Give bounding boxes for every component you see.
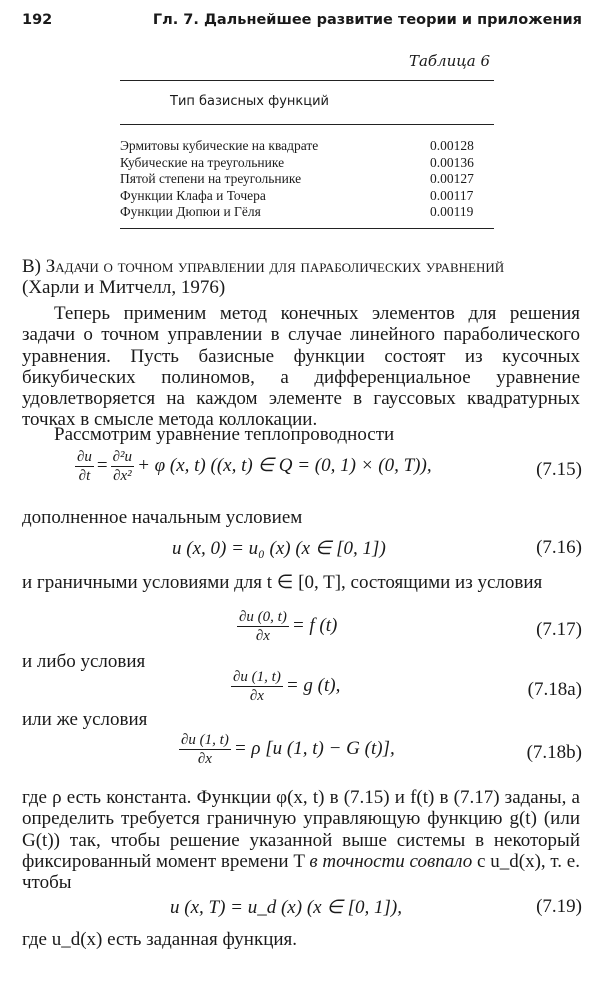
- row-value: 0.00128: [430, 138, 474, 153]
- text-or-condition: или же условия: [22, 709, 148, 730]
- equation-number: (7.19): [536, 896, 582, 917]
- table-row: [120, 171, 494, 188]
- running-title: Гл. 7. Дальнейшее развитие теории и приложения: [152, 12, 582, 28]
- fraction: $\frac{\partial u (1, t)}{\partial x}$: [181, 732, 229, 767]
- table-header-rule: [120, 124, 494, 125]
- row-value: 0.00117: [430, 187, 474, 203]
- row-value: 0.00119: [430, 204, 474, 219]
- row-name: Функции Дюпюи и Гёля: [120, 204, 261, 219]
- equation-number: (7.17): [536, 619, 582, 640]
- table-caption: Таблица 6: [408, 52, 490, 70]
- fraction: $\frac{\partial u (1, t)}{\partial x}$: [233, 669, 281, 704]
- row-name: Пятой степени на треугольнике: [120, 171, 302, 186]
- equation-number: (7.15): [536, 459, 582, 480]
- fraction: $\frac{\partial u}{\partial t}$: [77, 449, 92, 484]
- section-title: Задачи о точном управлении для параболических уравнений: [45, 256, 505, 277]
- page-number: 192: [22, 12, 53, 28]
- text-boundary-conditions: и граничными условиями для t ∈ [0, T], состоящими из условия: [22, 572, 543, 593]
- equation-body: u (x, 0) = u₀ (x) (x ∈ [0, 1]): [172, 538, 386, 559]
- paragraph-control-problem: где ρ есть константа. Функции φ(x, t) в (7.15) и f(t) в (7.17) заданы, а определить требуется граничную управляющую функцию g(t) (или G(t)) так, чтобы решение указанной выше системы в некоторый фиксированный момент времени T в точности совпало с u_d(x), т. е. чтобы: [22, 787, 580, 894]
- row-value: 0.00136: [430, 154, 474, 170]
- table-row: [120, 204, 494, 221]
- equation-body: = g (t),: [285, 674, 341, 696]
- equation-7-17: [20, 608, 582, 652]
- fraction: $\frac{\text{∂²u}}{\text{∂x²}}$: [112, 449, 133, 484]
- equation-number: (7.18b): [526, 742, 582, 763]
- table-top-rule: [120, 80, 494, 81]
- equation-body: = f (t): [291, 614, 338, 636]
- table-row: [120, 155, 494, 172]
- equation-7-18b: [20, 731, 582, 775]
- equation-number: (7.16): [536, 537, 582, 558]
- paragraph-intro: Теперь применим метод конечных элементов для решения задачи о точном управлении в случае линейного параболического уравнения. Пусть базисные функции состоят из кусочных бикубических полиномов, а дифференциальное уравнение удовлетворяется на каждом элементе в гауссовых квадратурных точках в смысле метода коллокации.: [22, 303, 580, 431]
- equation-number: (7.18a): [527, 679, 582, 700]
- row-value: 0.00127: [430, 171, 474, 186]
- equation-body: + φ (x, t) ((x, t) ∈ Q = (0, 1) × (0, T)),: [137, 454, 432, 476]
- running-header: [22, 12, 582, 36]
- table-column-header: Тип базисных функций: [170, 94, 330, 109]
- emphasis-text: в точности совпало: [309, 850, 473, 872]
- equation-7-18a: [20, 668, 582, 712]
- section-authors: (Харли и Митчелл, 1976): [22, 277, 226, 299]
- paragraph-heat-equation: Рассмотрим уравнение теплопроводности: [54, 424, 395, 445]
- text-target-function: где u_d(x) есть заданная функция.: [22, 929, 298, 950]
- section-label: B): [22, 256, 46, 277]
- row-name: Эрмитовы кубические на квадрате: [120, 138, 319, 153]
- section-heading: [22, 256, 580, 299]
- text-initial-condition: дополненное начальным условием: [22, 507, 303, 528]
- fraction: $\frac{\partial u (0, t)}{\partial x}$: [239, 609, 287, 644]
- equation-body: u (x, T) = u_d (x) (x ∈ [0, 1]),: [170, 897, 402, 918]
- row-name: Функции Клафа и Точера: [120, 187, 266, 203]
- text-either-condition: и либо условия: [22, 651, 146, 672]
- table-row: [120, 188, 494, 205]
- row-name: Кубические на треугольнике: [120, 154, 285, 170]
- table-row: [120, 138, 494, 155]
- equation-7-16: [20, 537, 582, 561]
- table-body: [120, 138, 494, 221]
- equation-body: = ρ [u (1, t) − G (t)],: [233, 737, 395, 759]
- table-bottom-rule: [120, 228, 494, 229]
- equation-7-19: [20, 896, 582, 920]
- equation-7-15: $\frac{\partial u}{\partial t}$ = $\frac{\text{∂²u}}{\text{∂x²}}$ + φ (x, t) ((x, t) ∈ Q = (0, 1) × (0, T)), (7.15): [77, 449, 582, 484]
